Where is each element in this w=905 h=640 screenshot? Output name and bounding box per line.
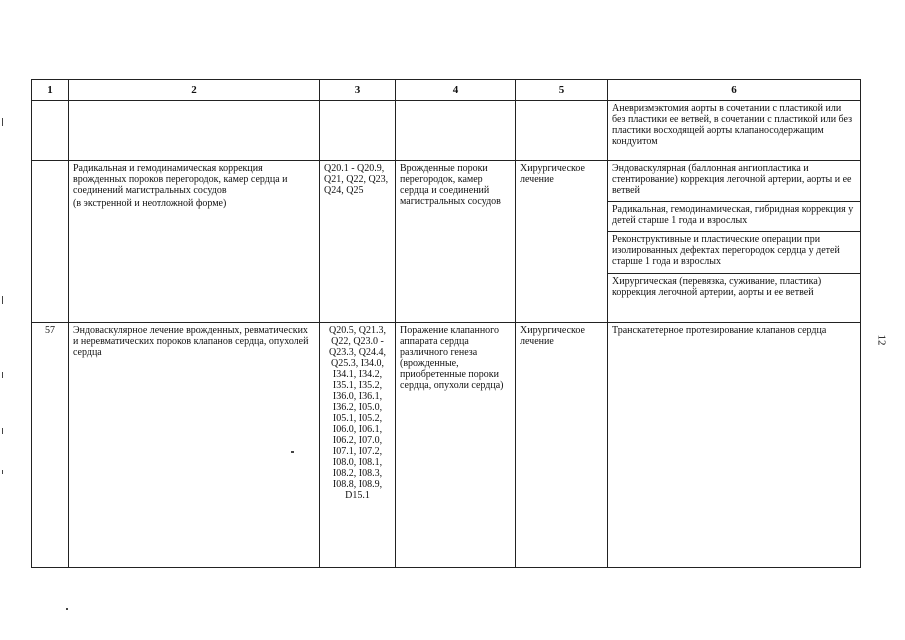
cell-empty [32, 101, 69, 161]
method-cell: Транскатетерное протезирование клапанов сердца [608, 323, 861, 568]
icd-codes-cell: Q20.5, Q21.3, Q22, Q23.0 - Q23.3, Q24.4, Q25.3, I34.0, I34.1, I34.2, I35.1, I35.2, I36.0, I36.1, I36.2, I05.0, I05.1, I05.2, I06.0, I06.1, I06.2, I07.0, I07.1, I07.2, I08.0, I08.1, I08.2, I08.3, I08.8, I08.9, D15.1 [320, 323, 396, 568]
scan-mark [291, 451, 294, 453]
method-item: Эндоваскулярная (баллонная ангиопластика и стентирование) коррекция легочной артерии, аорты и ее ветвей [608, 161, 860, 202]
treatment-cell: Хирургическое лечение [516, 323, 608, 568]
patient-model-cell: Поражение клапанного аппарата сердца различного генеза (врожденные, приобретенные пороки сердца, опухоли сердца) [396, 323, 516, 568]
table-row-56b [32, 161, 861, 323]
cell-empty [320, 101, 396, 161]
methods-cell [608, 161, 861, 323]
scan-mark [2, 296, 3, 304]
patient-model-cell: Врожденные пороки перегородок, камер сердца и соединений магистральных сосудов [396, 161, 516, 323]
method-item: Радикальная, гемодинамическая, гибридная коррекция у детей старше 1 года и взрослых [608, 202, 860, 232]
procedure-name-cell: Эндоваскулярное лечение врожденных, ревматических и неревматических пороков клапанов сердца, опухолей сердца [69, 323, 320, 568]
method-item: Реконструктивные и пластические операции при изолированных дефектах перегородок сердца у детей старше 1 года и взрослых [608, 232, 860, 274]
procedure-note: (в экстренной и неотложной форме) [73, 198, 227, 209]
cell-empty [396, 101, 516, 161]
procedures-table [31, 79, 861, 568]
header-col-6: 6 [608, 80, 861, 101]
scan-mark [2, 428, 3, 434]
page-number: 12 [875, 334, 888, 346]
treatment-cell: Хирургическое лечение [516, 161, 608, 323]
table-row-continuation [32, 101, 861, 161]
scan-mark [2, 118, 3, 126]
row-number: 57 [32, 323, 69, 568]
header-row [32, 80, 861, 101]
header-col-2: 2 [69, 80, 320, 101]
cell-empty [69, 101, 320, 161]
cell-empty [516, 101, 608, 161]
procedure-name: Радикальная и гемодинамическая коррекция врожденных пороков перегородок, камер сердца и соединений магистральных сосудов [73, 163, 288, 196]
scan-mark [2, 470, 3, 474]
header-col-1: 1 [32, 80, 69, 101]
header-col-4: 4 [396, 80, 516, 101]
icd-codes-cell: Q20.1 - Q20.9, Q21, Q22, Q23, Q24, Q25 [320, 161, 396, 323]
method-cell: Аневризмэктомия аорты в сочетании с пластикой или без пластики ее ветвей, в сочетании с пластикой или без пластики восходящей аорты клапаносодержащим кондуитом [608, 101, 861, 161]
scan-mark [66, 608, 68, 610]
header-col-5: 5 [516, 80, 608, 101]
table-row-57 [32, 323, 861, 568]
cell-empty [32, 161, 69, 323]
method-item: Хирургическая (перевязка, суживание, пластика) коррекция легочной артерии, аорты и ее ветвей [612, 276, 822, 298]
procedure-name-cell [69, 161, 320, 323]
header-col-3: 3 [320, 80, 396, 101]
scan-mark [2, 372, 3, 378]
